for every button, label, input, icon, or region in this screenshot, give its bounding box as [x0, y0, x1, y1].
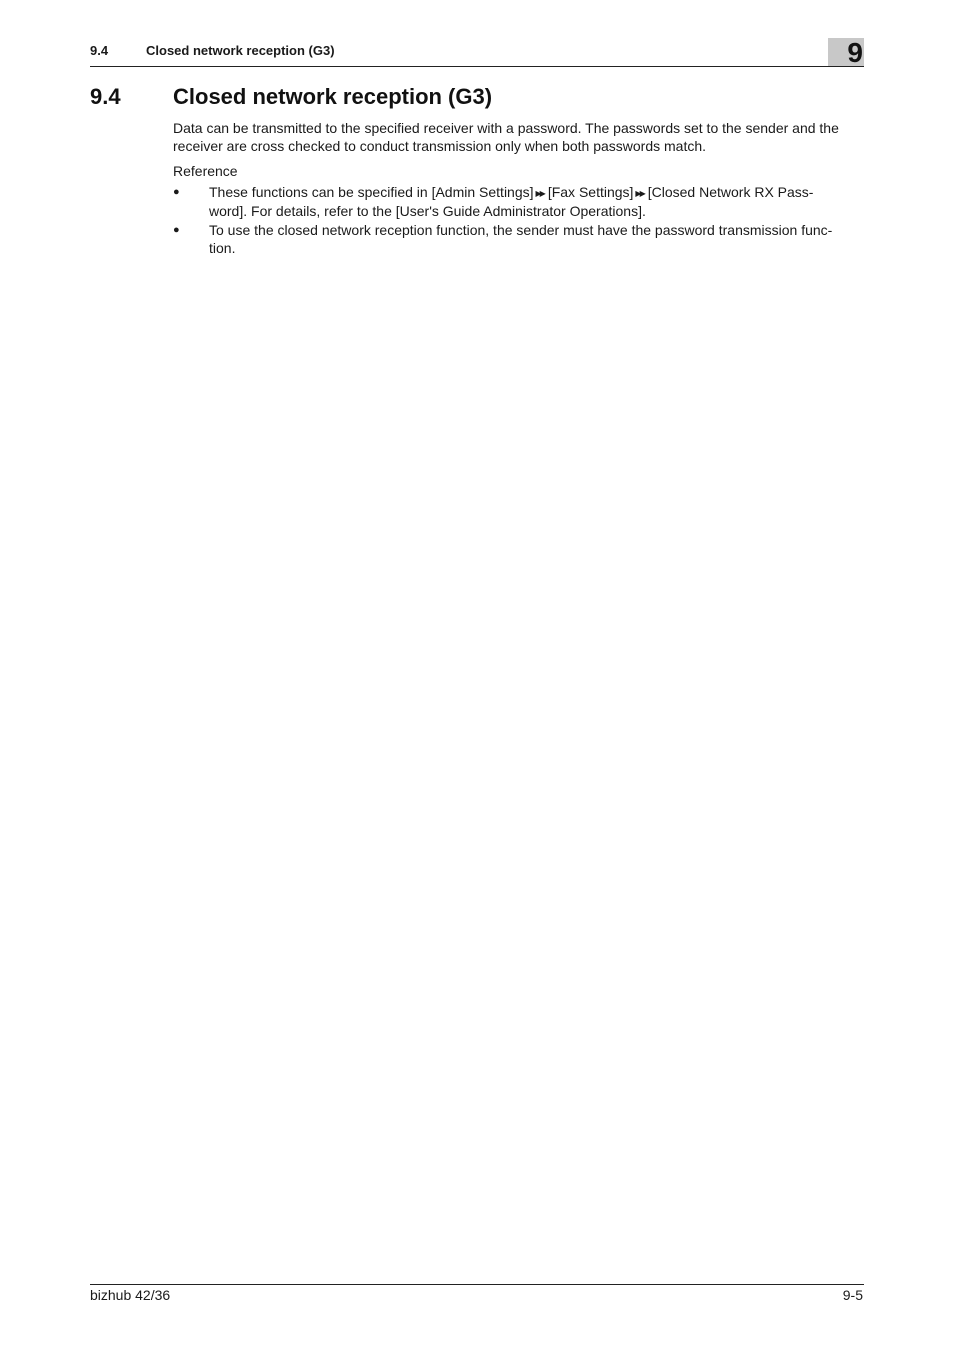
bullet-line-1: To use the closed network reception function, the sender must have the password transmission func-: [209, 222, 833, 238]
intro-line-1: Data can be transmitted to the specified receiver with a password. The passwords set to the sender and the: [173, 120, 839, 136]
header-section-title: Closed network reception (G3): [146, 43, 335, 58]
bullet-marker: ●: [173, 186, 180, 198]
bullet-text-part: [Closed Network RX Pass-: [647, 184, 814, 200]
section-number: 9.4: [90, 84, 121, 109]
reference-label: Reference: [173, 163, 238, 179]
double-arrow-right-icon: ▶▶: [635, 189, 644, 198]
intro-line-2: receiver are cross checked to conduct transmission only when both passwords match.: [173, 137, 707, 154]
footer-page-number: 9-5: [842, 1287, 863, 1303]
header-section-number: 9.4: [90, 43, 109, 58]
bullet-text: [209, 222, 863, 257]
bullet-text-part: These functions can be specified in [Admin Settings]: [209, 184, 534, 200]
bullet-marker: ●: [173, 224, 180, 236]
footer-product-name: bizhub 42/36: [90, 1287, 171, 1303]
running-footer: [90, 1284, 864, 1303]
section-title: Closed network reception (G3): [173, 84, 493, 109]
running-header: [90, 41, 864, 67]
bullet-line-2: tion.: [209, 239, 236, 256]
chapter-tab: [828, 38, 864, 66]
chapter-number: 9: [847, 37, 863, 68]
bullet-line-1: [209, 184, 863, 203]
double-arrow-right-icon: ▶▶: [535, 189, 544, 198]
bullet-text: [209, 184, 863, 220]
intro-paragraph: [173, 120, 863, 155]
bullet-line-2: word]. For details, refer to the [User's Guide Administrator Operations].: [209, 202, 646, 219]
bullet-text-part: [Fax Settings]: [547, 184, 634, 200]
